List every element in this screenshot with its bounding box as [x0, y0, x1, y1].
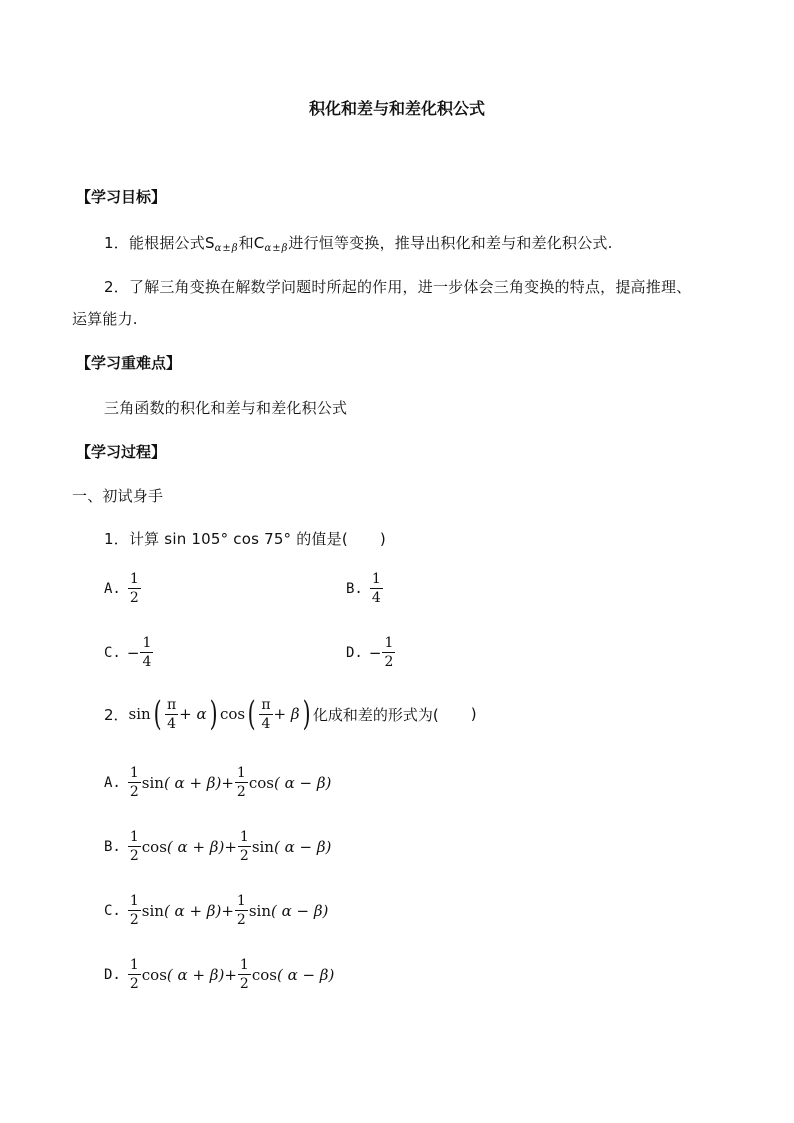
fraction-numerator: 1	[129, 829, 139, 845]
q2-alpha: α	[196, 705, 207, 723]
fraction-numerator: π	[261, 696, 271, 713]
q1-option-d[interactable]	[346, 636, 396, 669]
q2-plus-1: +	[179, 705, 192, 723]
fraction-denominator: 2	[236, 912, 246, 928]
goal-1-suffix: 进行恒等变换，推导出积化和差与和差化积公式.	[288, 234, 613, 252]
fraction-denominator: 2	[129, 848, 139, 864]
option-plus: +	[224, 965, 237, 984]
goal-1	[104, 232, 613, 253]
q2-cos: cos	[219, 705, 246, 723]
half-fraction	[238, 958, 251, 991]
option-func-2: sin	[248, 901, 271, 920]
key-points-header: 【学习重难点】	[76, 354, 182, 372]
half-fraction	[235, 766, 248, 799]
q2-beta: β	[290, 705, 300, 723]
option-plus: +	[221, 901, 234, 920]
q2-right-paren-2: )	[302, 694, 311, 734]
q1-option-b[interactable]	[346, 572, 384, 605]
option-arg-1: ( α + β)	[166, 965, 225, 984]
q2-plus-2: +	[273, 705, 287, 723]
option-func-1: cos	[141, 837, 167, 856]
half-fraction	[128, 958, 141, 991]
fraction-denominator: 2	[384, 654, 394, 670]
option-func-2: cos	[251, 965, 277, 984]
fraction-numerator: 1	[384, 635, 394, 651]
option-label: B.	[346, 580, 363, 597]
option-arg-1: ( α + β)	[166, 837, 225, 856]
fraction-denominator: 2	[239, 848, 249, 864]
page-title: 积化和差与和差化积公式	[308, 99, 485, 118]
q2-suffix-close: )	[470, 705, 477, 723]
q2-number: 2．	[104, 705, 129, 724]
goals-header: 【学习目标】	[76, 188, 167, 206]
option-arg-2: ( α − β)	[273, 773, 332, 792]
option-plus: +	[221, 773, 234, 792]
q2-pi-over-4-fraction-2	[259, 698, 272, 731]
half-fraction	[128, 894, 141, 927]
goal-1-s-subscript: α±β	[214, 243, 239, 254]
q1-option-c[interactable]	[104, 636, 154, 669]
fraction-denominator: 2	[129, 976, 139, 992]
option-func-1: sin	[141, 901, 164, 920]
question-1-stem	[104, 528, 386, 549]
fraction-denominator: 4	[167, 715, 177, 732]
q2-option-d[interactable]	[104, 958, 334, 991]
q2-option-c[interactable]	[104, 894, 328, 927]
q2-option-a[interactable]	[104, 766, 331, 799]
option-sign: −	[126, 643, 140, 662]
fraction-numerator: 1	[239, 957, 249, 973]
fraction-numerator: 1	[236, 893, 246, 909]
fraction-numerator: 1	[129, 957, 139, 973]
option-func-2: sin	[251, 837, 274, 856]
fraction-numerator: 1	[236, 765, 246, 781]
part-1-title: 一、初试身手	[72, 487, 164, 505]
option-arg-1: ( α + β)	[163, 773, 222, 792]
goal-2-line-1: 2．了解三角变换在解数学问题时所起的作用，进一步体会三角变换的特点，提高推理、	[104, 278, 692, 296]
fraction-denominator: 4	[371, 590, 381, 606]
option-label: D.	[346, 644, 363, 661]
option-label: C.	[104, 902, 121, 919]
fraction-denominator: 4	[142, 654, 152, 670]
question-1-stem-close: )	[379, 530, 386, 548]
goal-1-prefix: 1．能根据公式S	[104, 234, 215, 252]
q2-left-paren-1: (	[153, 694, 162, 734]
option-arg-2: ( α − β)	[273, 837, 332, 856]
q1-option-a[interactable]	[104, 572, 142, 605]
fraction-numerator: 1	[239, 829, 249, 845]
option-fraction	[128, 572, 141, 605]
process-header: 【学习过程】	[76, 443, 167, 461]
fraction-denominator: 2	[236, 784, 246, 800]
question-2-stem	[104, 694, 477, 734]
q2-option-b[interactable]	[104, 830, 331, 863]
fraction-denominator: 2	[239, 976, 249, 992]
q2-left-paren-2: (	[247, 694, 256, 734]
option-arg-1: ( α + β)	[163, 901, 222, 920]
option-arg-2: ( α − β)	[270, 901, 329, 920]
fraction-denominator: 2	[129, 590, 139, 606]
option-fraction	[370, 572, 383, 605]
fraction-numerator: 1	[142, 635, 152, 651]
q2-sin: sin	[128, 705, 151, 723]
option-func-1: sin	[141, 773, 164, 792]
fraction-denominator: 2	[129, 912, 139, 928]
q2-pi-over-4-fraction-1	[165, 698, 178, 731]
half-fraction	[128, 766, 141, 799]
option-fraction	[140, 636, 153, 669]
fraction-denominator: 2	[129, 784, 139, 800]
goal-1-mid: 和C	[238, 234, 265, 252]
key-points-text: 三角函数的积化和差与和差化积公式	[104, 399, 348, 417]
option-fraction	[382, 636, 395, 669]
option-label: A.	[104, 580, 121, 597]
half-fraction	[235, 894, 248, 927]
goal-1-c-subscript: α±β	[264, 243, 289, 254]
option-label: D.	[104, 966, 121, 983]
q2-suffix: 化成和差的形式为(	[312, 705, 439, 724]
fraction-numerator: π	[166, 696, 177, 713]
fraction-numerator: 1	[371, 571, 381, 587]
half-fraction	[238, 830, 251, 863]
option-func-2: cos	[248, 773, 274, 792]
question-1-stem-text: 1．计算 sin 105° cos 75° 的值是(	[104, 530, 348, 548]
half-fraction	[128, 830, 141, 863]
goal-2-line-2: 运算能力.	[72, 310, 138, 328]
option-arg-2: ( α − β)	[276, 965, 335, 984]
option-label: C.	[104, 644, 121, 661]
fraction-numerator: 1	[129, 893, 139, 909]
option-label: B.	[104, 838, 121, 855]
option-plus: +	[224, 837, 237, 856]
fraction-denominator: 4	[261, 715, 271, 732]
fraction-numerator: 1	[129, 765, 139, 781]
q2-right-paren-1: )	[209, 694, 218, 734]
option-func-1: cos	[141, 965, 167, 984]
option-label: A.	[104, 774, 121, 791]
fraction-numerator: 1	[129, 571, 139, 587]
option-sign: −	[368, 643, 382, 662]
